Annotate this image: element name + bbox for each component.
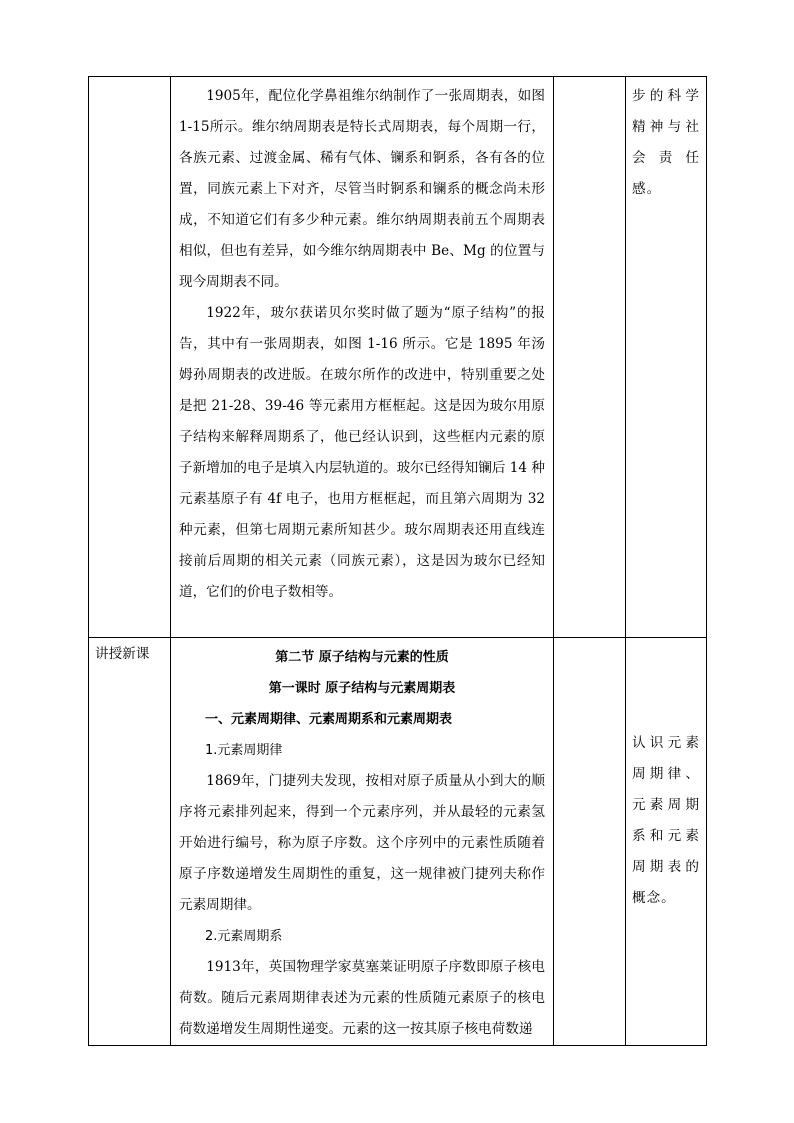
stage-label: 讲授新课 (95, 646, 150, 662)
lesson-plan-table (88, 76, 707, 1046)
stage-label (89, 77, 170, 82)
subheading-periodic-law: 1.元素周期律 (205, 743, 283, 758)
intent-cell (626, 77, 707, 638)
activity-cell (554, 638, 626, 1046)
activity-cell (554, 77, 626, 638)
content-cell (171, 77, 554, 638)
paragraph-bohr: 1922年，玻尔获诺贝尔奖时做了题为“原子结构”的报告，其中有一张周期表，如图 1-16 所示。它是 1895 年汤姆孙周期表的改进版。在玻尔所作的改进中，特别重要之处是把 21-28、39-46 等元素用方框框起。这是因为玻尔用原子结构来解释周期系了，他已经认识到，这些框内元素的原子新增加的电子是填入内层轨道的。玻尔已经得知镧后 14 种元素基原子有 4f 电子，也用方框框起，而且第六周期为 32 种元素，但第七周期元素所知甚少。玻尔周期表还用直线连接前后周期的相关元素（同族元素），这是因为玻尔已经知道，它们的价电子数相等。 (179, 305, 545, 600)
paragraph-werner: 1905年，配位化学鼻祖维尔纳制作了一张周期表，如图1-15所示。维尔纳周期表是特长式周期表，每个周期一行，各族元素、过渡金属、稀有气体、镧系和锕系，各有各的位置，同族元素上下对齐，尽管当时锕系和镧系的概念尚未形成，不知道它们有多少种元素。维尔纳周期表前五个周期表相似，但也有差异，如今维尔纳周期表中 Be、Mg 的位置与现今周期表不同。 (179, 88, 545, 290)
heading-periodic-law: 一、元素周期律、元素周期系和元素周期表 (205, 712, 453, 727)
intent-text: 认识元素周期律、元素周期系和元素周期表的概念。 (632, 735, 700, 906)
subheading-periodic-system: 2.元素周期系 (205, 929, 283, 944)
activity-text (554, 77, 625, 81)
table-row (89, 638, 707, 1046)
intent-cell (626, 638, 707, 1046)
stage-label-cell (89, 77, 171, 638)
section-title: 第二节 原子结构与元素的性质 (275, 650, 449, 665)
content-cell (171, 638, 554, 1046)
paragraph-moseley: 1913年，英国物理学家莫塞莱证明原子序数即原子核电荷数。随后元素周期律表述为元素的性质随元素原子的核电荷数递增发生周期性递变。元素的这一按其原子核电荷数递 (179, 959, 545, 1037)
stage-label-cell (89, 638, 171, 1046)
content-text (171, 77, 553, 608)
content-text (171, 638, 553, 1045)
table-row (89, 77, 707, 638)
lesson-title: 第一课时 原子结构与元素周期表 (268, 681, 456, 696)
intent-text: 步的科学精神与社会责任感。 (632, 88, 700, 197)
paragraph-mendeleev: 1869年，门捷列夫发现，按相对原子质量从小到大的顺序将元素排列起来，得到一个元素序列，并从最轻的元素氢开始进行编号，称为原子序数。这个序列中的元素性质随着原子序数递增发生周期性的重复，这一规律被门捷列夫称作元素周期律。 (179, 773, 545, 913)
activity-text (554, 638, 625, 642)
